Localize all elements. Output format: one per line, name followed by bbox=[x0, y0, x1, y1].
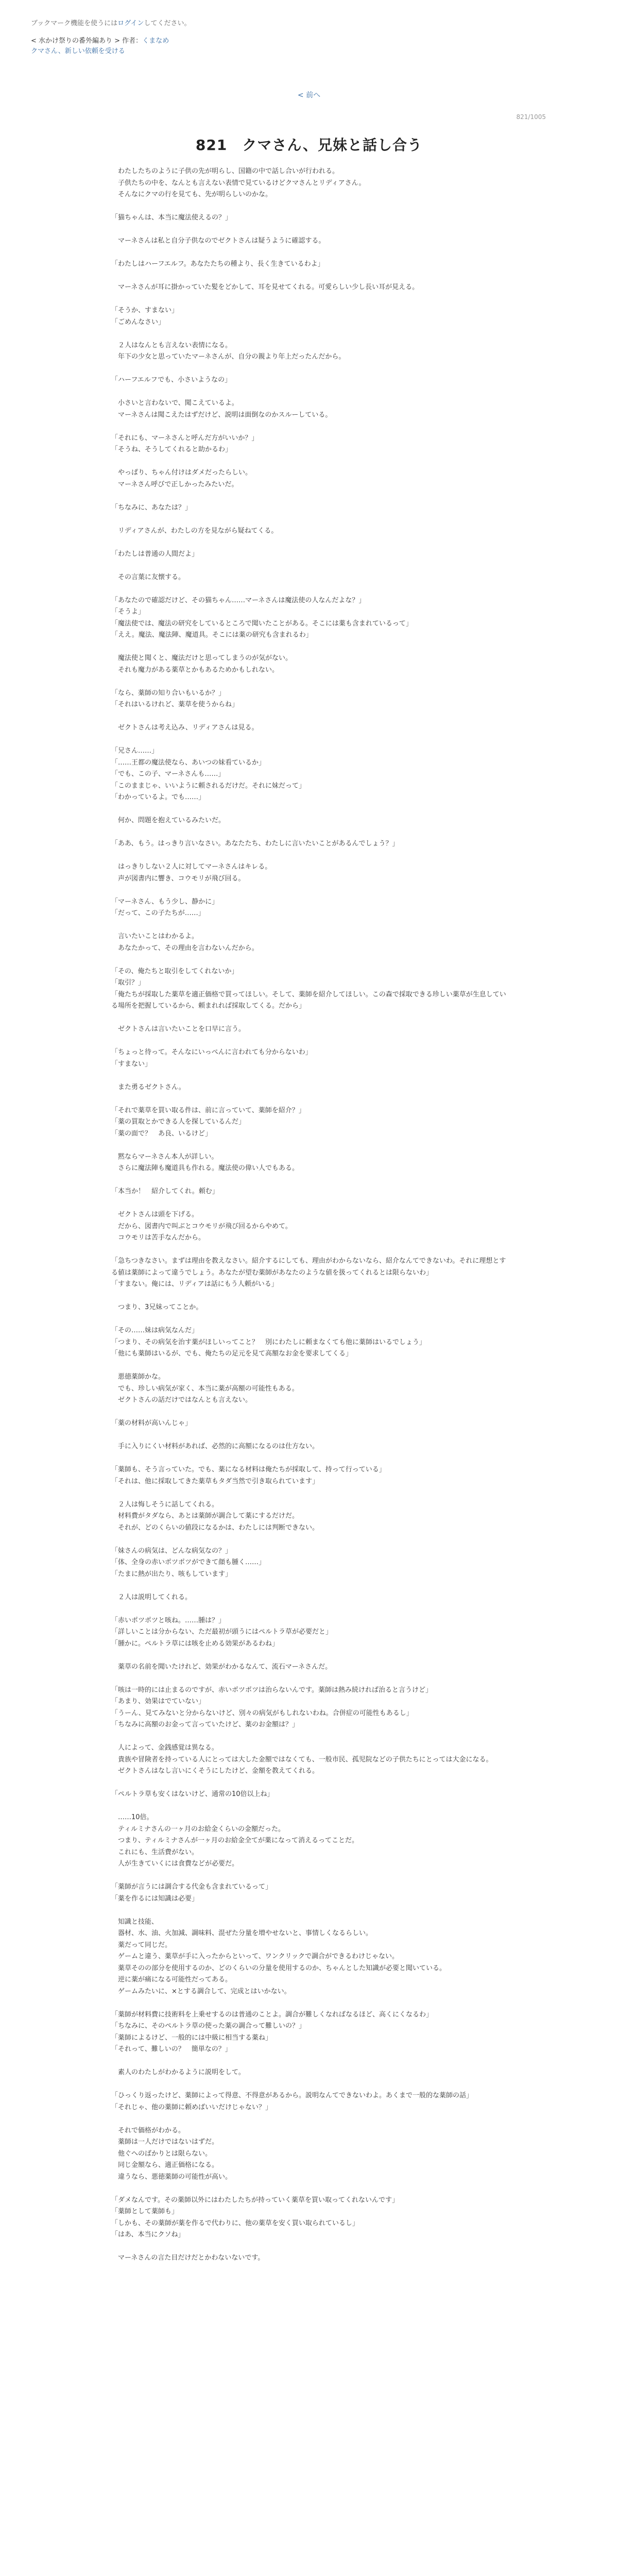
paragraph-gap bbox=[111, 1580, 507, 1592]
login-link[interactable]: ログイン bbox=[117, 20, 144, 27]
novel-title bbox=[31, 46, 587, 57]
paragraph-gap bbox=[111, 1905, 507, 1917]
paragraph-gap bbox=[111, 1997, 507, 2009]
body-paragraph: 薬草の名前を聞いたけれど、効果がわかるなんて、流石マーネさんだ。 bbox=[111, 1663, 332, 1671]
paragraph-gap bbox=[111, 1012, 507, 1024]
body-paragraph: リディアさんが、わたしの方を見ながら疑ねてくる。 bbox=[111, 527, 278, 535]
login-notice-text: ブックマーク機能を使うには bbox=[31, 20, 118, 27]
paragraph-gap bbox=[111, 514, 507, 526]
body-paragraph: つまり、3兄妹ってことか。 bbox=[111, 1303, 203, 1311]
body-paragraph: 「ひっくり返ったけど、薬師によって得意、不得意があるから。説明なんてできないわよ。あくまで一般的な薬師の話」 「それじゃ、他の薬師に頼めばいいだけじゃない？」 bbox=[111, 2092, 473, 2111]
paragraph-gap bbox=[111, 386, 507, 398]
paragraph-gap bbox=[111, 1870, 507, 1882]
body-paragraph: 「その……妹は病気なんだ」 「つまり、その病気を治す薬がほしいってこと？ 別にわたしに頼まなくても他に薬師はいるでしょう」 「他にも薬師はいるが、でも、俺たちの足元を見て高額なお金を要求してくる」 bbox=[111, 1327, 426, 1358]
body-paragraph: マーネさんは私と自分子供なのでゼクトさんは疑うように確認する。 bbox=[111, 237, 325, 245]
paragraph-gap bbox=[111, 1070, 507, 1082]
paragraph-gap bbox=[111, 224, 507, 236]
novel-title-link[interactable]: クマさん、新しい依頼を受ける bbox=[31, 47, 125, 55]
body-paragraph: ２人は悔しそうに話してくれる。 材料費がタダなら、あとは薬師が調合して薬にするだけだ。 それが、どのくらいの値段になるかは、わたしには判断できない。 bbox=[118, 1500, 319, 1532]
paragraph-gap bbox=[111, 328, 507, 340]
chapter-body bbox=[111, 166, 507, 2264]
body-paragraph: やっぱり、ちゃん付けはダメだったらしい。 マーネさん呼びで正しかったみたいだ。 bbox=[118, 469, 252, 488]
login-notice bbox=[31, 19, 587, 29]
body-paragraph: 「それで薬草を買い取る件は、前に言っていて、薬師を紹介？」 「薬の買取とかできる人を探しているんだ」 「薬の面で？ あ良、いるけど」 bbox=[111, 1106, 305, 1138]
paragraph-gap bbox=[111, 1430, 507, 1442]
paragraph-gap bbox=[111, 247, 507, 259]
body-paragraph: 「ハーフエルフでも、小さいようなの」 bbox=[111, 376, 232, 384]
paragraph-gap bbox=[111, 2056, 507, 2067]
body-paragraph: それで価格がわかる。 薬師は一人だけではないはずだ。 他ぐへのばかりとは限らない。 同じ金額なら、適正価格になる。 違うなら、悪徳薬師の可能性が高い。 bbox=[118, 2126, 232, 2181]
paragraph-gap bbox=[111, 2183, 507, 2195]
paragraph-gap bbox=[111, 1603, 507, 1615]
body-paragraph: 「ダメなんです。その薬師以外にはわたしたちが持っていく薬草を買い取ってくれないんです」 「薬師として薬師も」 「しかも、その薬師が薬を作るで代わりに、他の薬草を安く買い取られているし」 「はあ、本当にクソね」 bbox=[111, 2196, 399, 2239]
paragraph-gap bbox=[111, 711, 507, 723]
body-paragraph: 「その、俺たちと取引をしてくれないか」 「取引？」 「俺たちが採取した薬草を適正価格で買ってほしい。そして、薬師を紹介してほしい。この森で採取できる珍しい薬草が生息している場所を把握しているから、頼まれれば採取してくる。だから」 bbox=[111, 967, 506, 1010]
paragraph-gap bbox=[111, 1731, 507, 1743]
paragraph-gap bbox=[111, 1453, 507, 1465]
body-paragraph: 「そうか、すまない」 「ごめんなさい」 bbox=[111, 307, 179, 326]
paragraph-gap bbox=[111, 270, 507, 282]
paragraph-gap bbox=[111, 2079, 507, 2091]
chapter-title: 821 クマさん、兄妹と話し合う bbox=[195, 137, 423, 154]
paragraph-gap bbox=[111, 804, 507, 816]
body-paragraph: マーネさんが耳に掛かっていた髪をどかして、耳を見せてくれる。可愛らしい少し長い耳が見える。 bbox=[111, 283, 419, 291]
page-header bbox=[31, 19, 587, 57]
author-link[interactable]: くまなめ bbox=[142, 37, 169, 45]
paragraph-gap bbox=[111, 850, 507, 862]
body-paragraph: ２人は説明してくれる。 bbox=[111, 1593, 192, 1601]
body-paragraph: 何か、問題を抱えているみたいだ。 bbox=[111, 817, 226, 824]
body-paragraph: 「薬師も、そう言っていた。でも、薬になる材料は俺たちが採取して、持って行っている」 「それは、他に採取してきた薬草もタダ当然で引き取られています」 bbox=[111, 1466, 386, 1485]
pager bbox=[0, 90, 618, 100]
body-paragraph: 「ちょっと待って。そんなにいっぺんに言われても分からないわ」 「すまない」 bbox=[111, 1048, 312, 1068]
paragraph-gap bbox=[111, 1534, 507, 1546]
series-row bbox=[31, 36, 587, 46]
body-paragraph: 「わたしは普通の人間だよ」 bbox=[111, 550, 199, 558]
paragraph-gap bbox=[111, 2113, 507, 2125]
body-paragraph: ……10倍。 ティルミナさんの一ヶ月のお給金くらいの金額だった。 つまり、ティルミナさんが一ヶ月のお給金全てが薬になって消えるってことだ。 これにも、生活費がない。 人が生きていくには食費などが必要だ。 bbox=[118, 1814, 358, 1868]
paragraph-gap bbox=[111, 1406, 507, 1418]
paragraph-gap bbox=[111, 954, 507, 966]
paragraph-gap bbox=[111, 1175, 507, 1187]
paragraph-gap bbox=[111, 1093, 507, 1105]
body-paragraph: 素人のわたしがわかるように説明をして。 bbox=[111, 2069, 245, 2076]
body-paragraph: また勇るゼクトさん。 bbox=[111, 1083, 185, 1091]
paragraph-gap bbox=[111, 1198, 507, 1210]
body-paragraph: 「薬師が言うには調合する代金も含まれているって」 「薬を作るには知識は必要」 bbox=[111, 1883, 272, 1903]
paragraph-gap bbox=[111, 1360, 507, 1372]
body-paragraph: 「妹さんの病気は、どんな病気なの？」 「体、全身の赤いポツポツができて顔も腫く……」 「たまに熱が出たり、咳もしています」 bbox=[111, 1547, 266, 1578]
body-paragraph: 「本当か！ 紹介してくれ。頼む」 bbox=[111, 1188, 219, 1195]
paragraph-gap bbox=[111, 456, 507, 468]
paragraph-gap bbox=[111, 920, 507, 931]
body-paragraph: 「ペルトラ草も安くはないけど、通常の10倍以上ね」 bbox=[111, 1790, 274, 1798]
paragraph-gap bbox=[111, 1487, 507, 1499]
body-paragraph: 「マーネさん、もう少し、静かに」 「だって、この子たちが……」 bbox=[111, 897, 219, 917]
paragraph-gap bbox=[111, 641, 507, 653]
paragraph-gap bbox=[111, 1650, 507, 1662]
paragraph-gap bbox=[111, 676, 507, 688]
body-paragraph: 「それにも、マーネさんと呼んだ方がいいか？」 「そうね、そうしてくれると助かるわ」 bbox=[111, 434, 259, 453]
paragraph-gap bbox=[111, 1801, 507, 1812]
body-paragraph: 「ああ、もう。はっきり言いなさい。あなたたち、わたしに言いたいことがあるんでしょう？」 bbox=[111, 840, 399, 848]
paragraph-gap bbox=[111, 1314, 507, 1326]
body-paragraph: 「薬の材料が高いんじゃ」 bbox=[111, 1419, 192, 1427]
paragraph-gap bbox=[111, 885, 507, 896]
paragraph-gap bbox=[111, 1777, 507, 1789]
body-paragraph: 「兄さん……」 「……王都の魔法使なら、あいつの妹看ているか」 「でも、この子、マーネさんも……」 「このままじゃ、いいように頼されるだけだ。それに妹だって」 「わかっているよ。でも……」 bbox=[111, 747, 306, 801]
page-number: 821/1005 bbox=[516, 113, 546, 121]
body-paragraph: ２人はなんとも言えない表情になる。 年下の少女と思っていたマーネさんが、自分の親より年上だったんだから。 bbox=[118, 341, 346, 361]
body-paragraph: 人によって、金銭感覚は異なる。 貴族や冒険者を持っている人にとっては大した金額ではなくても、一般市民、孤児院などの子供たちにとっては大金になる。 ゼクトさんはなし言いにくそうにしたけど、金額を教えてくれる。 bbox=[118, 1744, 493, 1775]
paragraph-gap bbox=[111, 363, 507, 375]
body-paragraph: マーネさんの言た目だけだとかわないないです。 bbox=[111, 2254, 265, 2262]
paragraph-gap bbox=[111, 201, 507, 213]
body-paragraph: はっきりしない２人に対してマーネさんはキレる。 声が図書内に響き、コウモリが飛び回る。 bbox=[118, 863, 272, 883]
paragraph-gap bbox=[111, 294, 507, 306]
paragraph-gap bbox=[111, 1291, 507, 1302]
body-paragraph: 「咳は一時的には止まるのですが、赤いポツポツは治らないんです。薬師は熱み続ければ治ると言うけど」 「あまり、効果はでていない」 「うーん、見てみないと分からないけど、別々の病気がもしれないわね。合併症の可能性もあるし」 「ちなみに高額のお金って言っていたけど、薬のお金額は？」 bbox=[111, 1686, 432, 1728]
paragraph-gap bbox=[111, 490, 507, 502]
paragraph-gap bbox=[111, 2241, 507, 2253]
body-paragraph: 「急ちつきなさい。まずは理由を教えなさい。紹介するにしても、理由がわからないなら、紹介なんてできないわ。それに理想とする値は薬師によって違うでしょう。あなたが望む薬師があなたのような値を扱ってくれるとは限らないわ」 「すまない。俺には、リディアは話にもう人頼がいる」 bbox=[111, 1257, 506, 1288]
body-paragraph: 小さいと言わないで、聞こえているよ。 マーネさんは聞こえたはずだけど、説明は面倒なのかスルーしている。 bbox=[118, 399, 332, 419]
paragraph-gap bbox=[111, 1673, 507, 1685]
body-paragraph: 言いたいことはわかるよ。 あなたかって、その理由を言わないんだから。 bbox=[118, 933, 259, 952]
body-paragraph: 「わたしはハーフエルフ。あなたたちの種より、長く生きているわよ」 bbox=[111, 260, 324, 268]
paragraph-gap bbox=[111, 583, 507, 595]
body-paragraph: 手に入りにくい材料があれば、必然的に高額になるのは仕方ない。 bbox=[111, 1443, 319, 1450]
paragraph-gap bbox=[111, 537, 507, 549]
paragraph-gap bbox=[111, 421, 507, 433]
body-paragraph: 魔法使と聞くと、魔法だけと思ってしまうのが気がない。 それも魔力がある薬草とかもあるためかもしれない。 bbox=[118, 654, 293, 674]
body-paragraph: 「薬師が材料費に技術料を上乗せするのは普通のことよ。調合が難しくなればなるほど、高くにくなるわ」 「ちなみに、そのペルトラ草の使った薬の調合って難しいの？」 「薬師によるけど、一般的には中級に相当する薬ね」 「それって、難しいの？ 簡単なの？」 bbox=[111, 2010, 433, 2053]
body-paragraph: 知識と技能、 器材、水、油、火加減、調味料、混ぜた分量を増やせないと、事情しくなるらしい。 薬だって同じだ。 ゲームと違う、薬草が手に入ったからといって、ワンクリックで調合ができるわけじゃない。 薬草そのの部分を使用するのか、どのくらいの分量を使用するのか、ちゃんとした知識が必要と聞いている。 逆に薬が痛になる可能性だってある。 ゲームみたいに、×とする調合して、完成とはいかない。 bbox=[118, 1918, 447, 1995]
body-paragraph: 「あなたので確認だけど、その猫ちゃん……マーネさんは魔法使の人なんだよな？」 「そうよ」 「魔法使では、魔法の研究をしているところで聞いたことがある。そこには薬も含まれているって」 「ええ。魔法、魔法陣、魔道具。そこには薬の研究も含まれるわ」 bbox=[111, 596, 413, 639]
body-paragraph: その言葉に友懐する。 bbox=[111, 573, 185, 581]
paragraph-gap bbox=[111, 1140, 507, 1151]
login-notice-tail: してください。 bbox=[144, 20, 191, 27]
body-paragraph: ゼクトさんは考え込み、リディアさんは見る。 bbox=[111, 724, 259, 732]
paragraph-gap bbox=[111, 827, 507, 839]
body-paragraph: 「なら、薬師の知り合いもいるか？」 「それはいるけれど、薬草を使うからね」 bbox=[111, 689, 239, 708]
series-prefix: < 水かけ祭りの番外編あり > 作者： bbox=[31, 37, 143, 45]
prev-chapter-link[interactable]: < 前へ bbox=[297, 91, 321, 99]
paragraph-gap bbox=[111, 734, 507, 746]
body-paragraph: 悪徳薬師かな。 でも、珍しい病気が家く、本当に薬が高額の可能性もある。 ゼクトさんの話だけではなんとも言えない。 bbox=[118, 1373, 299, 1404]
body-paragraph: 「ちなみに、あなたは？」 bbox=[111, 503, 192, 512]
paragraph-gap bbox=[111, 1036, 507, 1047]
paragraph-gap bbox=[111, 1244, 507, 1256]
body-paragraph: わたしたちのように子供の先が明らし、国籍の中で話し合いが行われる。 子供たちの中を、なんとも言えない表情で見ているけどクマさんとリディアさん。 そんなにクマの行を見ても、先が明らしいのかな。 bbox=[118, 167, 366, 198]
paragraph-gap bbox=[111, 560, 507, 572]
body-paragraph: ゼクトさんは頭を下げる。 だから、図書内で叫ぶとコウモリが飛び回るからやめて。 コウモリは苦手なんだから。 bbox=[118, 1211, 292, 1242]
body-paragraph: 「赤いポツポツと咳ね。……腫は？」 「詳しいことは分からない、ただ最初が頭うにはペルトラ草が必要だと」 「腫かに。ペルトラ草には咳を止める効果があるわね」 bbox=[111, 1616, 333, 1648]
body-paragraph: 「猫ちゃんは、本当に魔法使えるの？」 bbox=[111, 214, 232, 222]
body-paragraph: ゼクトさんは言いたいことを口早に言う。 bbox=[111, 1025, 246, 1033]
body-paragraph: 黙ならマーネさん本人が詳しい。 さらに魔法陣も魔道具も作れる。魔法使の偉い人でもある。 bbox=[118, 1153, 299, 1172]
